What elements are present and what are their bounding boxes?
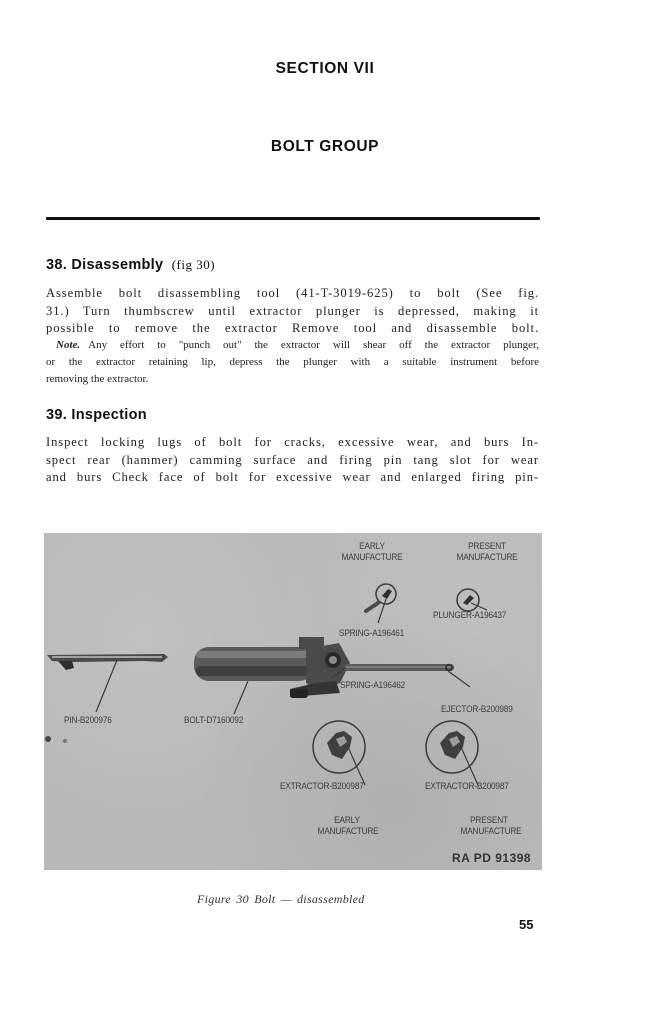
section-39-title: Inspection bbox=[71, 407, 147, 423]
section-number: SECTION VII bbox=[275, 60, 375, 77]
figure-30-photo bbox=[44, 533, 542, 870]
body-line: and burs Check face of bolt for excessive wear and enlarged firing pin- bbox=[46, 470, 539, 484]
section-38-title: Disassembly bbox=[71, 257, 164, 273]
bolt-part-icon bbox=[194, 637, 350, 698]
section-38-note bbox=[46, 337, 539, 388]
section-38-figure-ref: (fig 30) bbox=[171, 257, 216, 272]
note-line: Any effort to "punch out" the extractor will shear off the extractor plunger, bbox=[88, 339, 539, 351]
label-spring-a196461: SPRING-A196461 bbox=[339, 628, 405, 638]
note-line: removing the extractor. bbox=[46, 373, 149, 385]
figure-caption: Figure 30 Bolt — disassembled bbox=[197, 892, 365, 906]
section-38-heading bbox=[46, 257, 215, 273]
section-39-number: 39. bbox=[46, 407, 68, 423]
label-present-top-2: MANUFACTURE bbox=[456, 552, 518, 562]
plunger-early-icon bbox=[366, 584, 396, 611]
label-extractor-present: EXTRACTOR-B200987 bbox=[425, 781, 509, 791]
section-39-heading bbox=[46, 407, 147, 423]
label-present-bottom-1: PRESENT bbox=[470, 815, 508, 825]
body-line: possible to remove the extractor Remove tool and disassemble bolt. bbox=[46, 321, 539, 335]
header-divider bbox=[46, 217, 540, 220]
ejector-part-icon bbox=[344, 664, 454, 671]
note-line: or the extractor retaining lip, depress the plunger with a suitable instrument before bbox=[46, 356, 539, 368]
label-present-top-1: PRESENT bbox=[468, 541, 506, 551]
figure-code: RA PD 91398 bbox=[452, 851, 532, 865]
label-early-bottom-2: MANUFACTURE bbox=[317, 826, 379, 836]
section-39-body bbox=[46, 434, 539, 487]
label-bolt: BOLT-D7160092 bbox=[184, 715, 244, 725]
body-line: Inspect locking lugs of bolt for cracks, excessive wear, and burs In- bbox=[46, 435, 539, 449]
plunger-present-icon bbox=[457, 589, 479, 611]
label-present-bottom-2: MANUFACTURE bbox=[460, 826, 522, 836]
label-early-top-2: MANUFACTURE bbox=[341, 552, 403, 562]
label-spring-a196462: SPRING-A196462 bbox=[340, 680, 406, 690]
label-ejector: EJECTOR-B200989 bbox=[441, 704, 513, 714]
section-title: BOLT GROUP bbox=[270, 138, 380, 155]
pin-part-icon bbox=[47, 654, 168, 670]
label-early-bottom-1: EARLY bbox=[334, 815, 360, 825]
section-38-number: 38. bbox=[46, 257, 68, 273]
section-38-body bbox=[46, 285, 539, 338]
label-plunger: PLUNGER-A196437 bbox=[433, 610, 507, 620]
label-early-top-1: EARLY bbox=[359, 541, 385, 551]
body-line: spect rear (hammer) camming surface and firing pin tang slot for wear bbox=[46, 452, 539, 467]
label-extractor-early: EXTRACTOR-B200987 bbox=[280, 781, 364, 791]
body-line: 31.) Turn thumbscrew until extractor plunger is depressed, making it bbox=[46, 303, 539, 318]
label-pin: PIN-B200976 bbox=[64, 715, 112, 725]
body-line: Assemble bolt disassembling tool (41-T-3019-625) to bolt (See fig. bbox=[46, 286, 539, 300]
note-label: Note. bbox=[56, 339, 81, 351]
extractor-early-icon bbox=[313, 721, 365, 773]
extractor-present-icon bbox=[426, 721, 478, 773]
page-number: 55 bbox=[519, 917, 534, 932]
